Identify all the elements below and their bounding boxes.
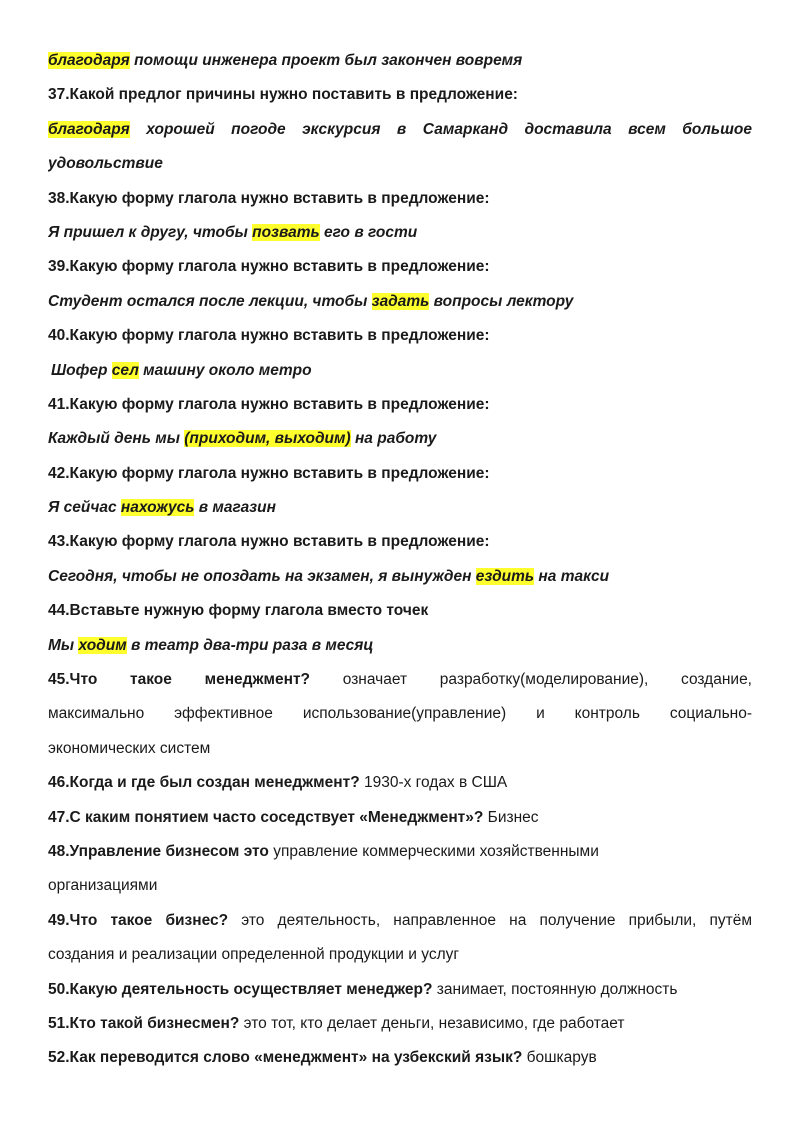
question-37: 37.Какой предлог причины нужно поставить в предложение: — [48, 86, 518, 104]
qa-48-line-1 — [48, 835, 752, 869]
question-39: 39.Какую форму глагола нужно вставить в предложение: — [48, 258, 490, 276]
question-43: 43.Какую форму глагола нужно вставить в предложение: — [48, 533, 490, 551]
document-page — [48, 44, 752, 1076]
answer-text: на такси — [534, 567, 610, 585]
answer-37-line-1 — [48, 113, 752, 147]
qa-47 — [48, 801, 752, 835]
answer-38 — [48, 216, 752, 250]
highlighted-word: сел — [111, 361, 139, 379]
qa-45-line-1 — [48, 663, 752, 697]
answer-41 — [48, 422, 752, 456]
answer-text: Я сейчас — [48, 499, 121, 517]
answer-text: помощи инженера проект был закончен вовремя — [129, 52, 523, 69]
answer-45: означает разработку(моделирование), создание, — [310, 671, 752, 689]
answer-37-line-2: удовольствие — [48, 155, 163, 173]
answer-48: управление коммерческими хозяйственными — [268, 842, 599, 860]
answer-line — [48, 44, 752, 78]
qa-49-line-1 — [48, 904, 752, 938]
answer-40 — [48, 354, 752, 388]
highlighted-word: ездить — [475, 567, 535, 585]
question-48: 48.Управление бизнесом это — [48, 842, 269, 860]
answer-47: Бизнес — [483, 808, 539, 826]
qa-46 — [48, 766, 752, 800]
question-41: 41.Какую форму глагола нужно вставить в предложение: — [48, 395, 490, 413]
highlighted-word: ходим — [78, 636, 127, 654]
highlighted-word: нахожусь — [120, 499, 195, 517]
answer-text: хорошей погоде экскурсия в Самарканд доставила всем большое — [129, 120, 752, 138]
question-45: 45.Что такое менеджмент? — [48, 671, 311, 689]
answer-text: Шофер — [51, 361, 112, 379]
qa-48-line-2: организациями — [48, 877, 158, 895]
highlighted-word: (приходим, выходим) — [184, 430, 351, 448]
answer-42 — [48, 491, 752, 525]
qa-49-line-2: создания и реализации определенной продукции и услуг — [48, 946, 460, 964]
qa-52 — [48, 1041, 752, 1075]
highlighted-word: благодаря — [48, 120, 130, 138]
highlighted-word: благодаря — [48, 52, 130, 69]
question-44: 44.Вставьте нужную форму глагола вместо точек — [48, 602, 429, 620]
answer-49: это деятельность, направленное на получение прибыли, путём — [228, 911, 752, 929]
answer-text: его в гости — [319, 223, 418, 241]
answer-46: 1930-х годах в США — [359, 774, 508, 792]
answer-text: в театр два-три раза в месяц — [126, 636, 374, 654]
qa-45-line-3: экономических систем — [48, 739, 211, 757]
answer-text: Я пришел к другу, чтобы — [48, 223, 253, 241]
answer-44 — [48, 629, 752, 663]
answer-51: это тот, кто делает деньги, независимо, где работает — [239, 1014, 625, 1032]
highlighted-word: задать — [371, 292, 430, 310]
highlighted-word: позвать — [252, 223, 320, 241]
answer-text: на работу — [350, 430, 437, 448]
qa-50 — [48, 973, 752, 1007]
question-46: 46.Когда и где был создан менеджмент? — [48, 774, 360, 792]
answer-52: бошкарув — [522, 1049, 597, 1067]
answer-text: в магазин — [194, 499, 276, 517]
answer-39 — [48, 285, 752, 319]
question-50: 50.Какую деятельность осуществляет менеджер? — [48, 980, 433, 998]
question-51: 51.Кто такой бизнесмен? — [48, 1014, 240, 1032]
question-49: 49.Что такое бизнес? — [48, 911, 229, 929]
answer-text: Сегодня, чтобы не опоздать на экзамен, я вынужден — [48, 567, 476, 585]
answer-50: занимает, постоянную должность — [432, 980, 678, 998]
answer-43 — [48, 560, 752, 594]
answer-text: вопросы лектору — [429, 292, 574, 310]
qa-45-line-2: максимально эффективное использование(управление) и контроль социально- — [48, 705, 752, 723]
question-52: 52.Как переводится слово «менеджмент» на узбекский язык? — [48, 1049, 523, 1067]
answer-text: машину около метро — [138, 361, 312, 379]
answer-text: Мы — [48, 636, 79, 654]
question-42: 42.Какую форму глагола нужно вставить в предложение: — [48, 464, 490, 482]
question-40: 40.Какую форму глагола нужно вставить в предложение: — [48, 327, 490, 345]
answer-text: Каждый день мы — [48, 430, 185, 448]
answer-text: Студент остался после лекции, чтобы — [48, 292, 372, 310]
qa-51 — [48, 1007, 752, 1041]
question-47: 47.С каким понятием часто соседствует «Менеджмент»? — [48, 808, 484, 826]
question-38: 38.Какую форму глагола нужно вставить в предложение: — [48, 189, 490, 207]
